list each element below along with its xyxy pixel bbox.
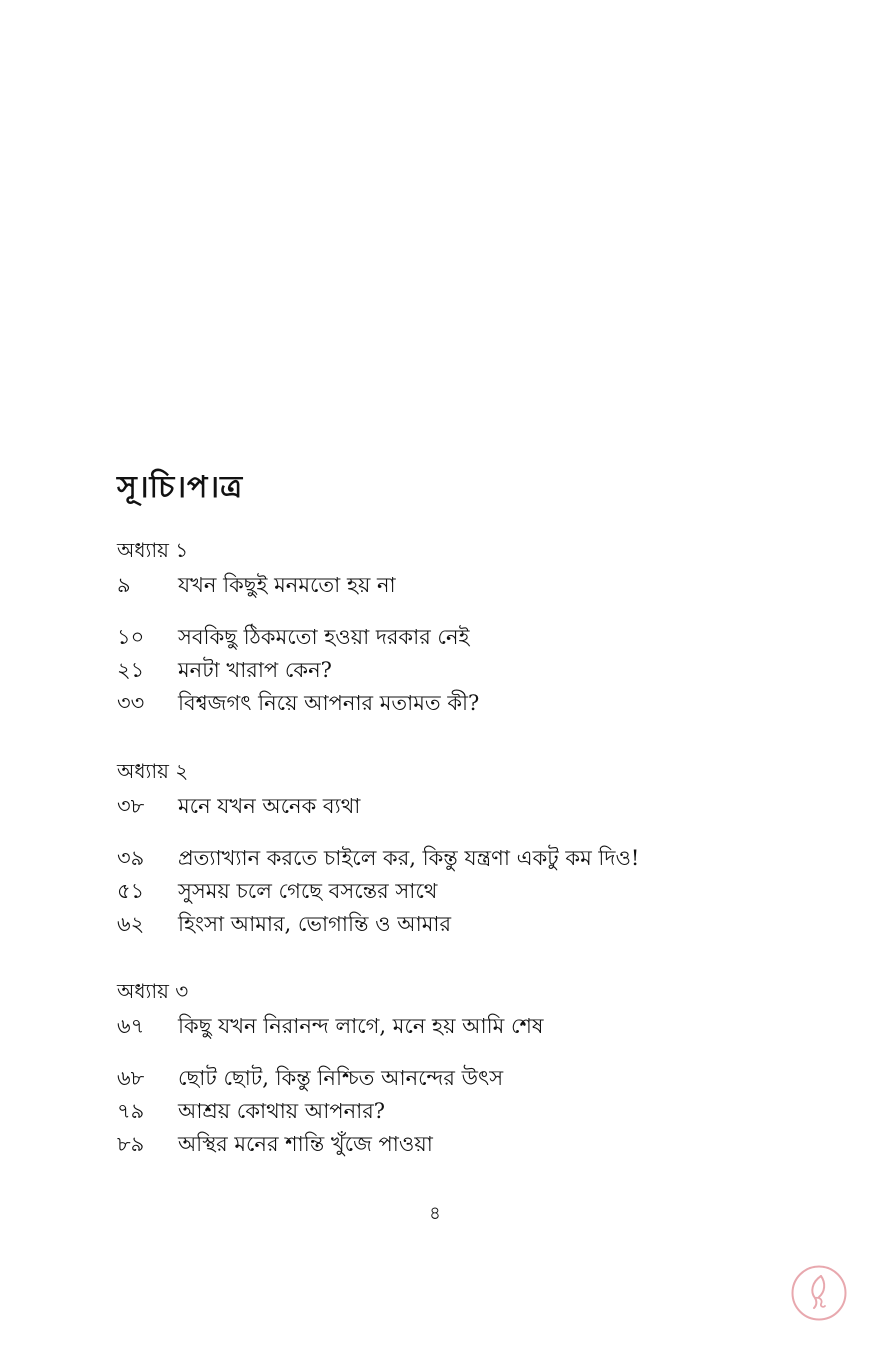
toc-entry bbox=[117, 654, 817, 687]
page-number: ৪ bbox=[429, 1203, 441, 1224]
toc-entry bbox=[117, 790, 817, 823]
entry-page-number: ৫১ bbox=[117, 879, 145, 903]
entry-title: বিশ্বজগৎ নিয়ে আপনার মতামত কী? bbox=[178, 691, 480, 715]
toc-entry bbox=[117, 875, 817, 908]
entry-title: সুসময় চলে গেছে বসন্তের সাথে bbox=[178, 879, 438, 903]
toc-entry bbox=[117, 1128, 817, 1161]
chapter-3 bbox=[117, 976, 817, 1161]
chapter-heading: অধ্যায় ১ bbox=[117, 538, 189, 562]
entry-page-number: ৯ bbox=[117, 573, 131, 597]
entry-page-number: ১০ bbox=[117, 625, 145, 649]
toc-entry bbox=[117, 569, 817, 602]
entry-page-number: ২১ bbox=[117, 658, 145, 682]
quill-logo-icon bbox=[790, 1264, 848, 1322]
toc-entry bbox=[117, 1095, 817, 1128]
entry-page-number: ৩৩ bbox=[117, 691, 145, 715]
entry-page-number: ৬৮ bbox=[117, 1066, 145, 1090]
toc-title: সূ।চি।প।ত্র bbox=[117, 470, 244, 505]
entry-page-number: ৩৯ bbox=[117, 846, 145, 870]
entry-page-number: ৮৯ bbox=[117, 1132, 145, 1156]
entry-page-number: ৩৮ bbox=[117, 794, 145, 818]
entry-title: প্রত্যাখ্যান করতে চাইলে কর, কিন্তু যন্ত্রণা একটু কম দিও! bbox=[178, 846, 640, 870]
toc-entry bbox=[117, 1010, 817, 1043]
toc-entry bbox=[117, 1062, 817, 1095]
entry-page-number: ৬২ bbox=[117, 912, 145, 936]
toc-entry bbox=[117, 842, 817, 875]
entry-page-number: ৭৯ bbox=[117, 1099, 145, 1123]
entry-title: ছোট ছোট, কিন্তু নিশ্চিত আনন্দের উৎস bbox=[178, 1066, 504, 1090]
toc-entry bbox=[117, 908, 817, 941]
chapter-1 bbox=[117, 535, 817, 720]
entry-title: সবকিছু ঠিকমতো হওয়া দরকার নেই bbox=[178, 625, 470, 649]
entry-title: আশ্রয় কোথায় আপনার? bbox=[178, 1099, 386, 1123]
entry-title: যখন কিছুই মনমতো হয় না bbox=[178, 573, 396, 597]
entry-title: অস্থির মনের শান্তি খুঁজে পাওয়া bbox=[178, 1132, 433, 1156]
chapter-heading: অধ্যায় ৩ bbox=[117, 979, 189, 1003]
chapter-heading: অধ্যায় ২ bbox=[117, 759, 189, 783]
chapter-2 bbox=[117, 756, 817, 941]
entry-title: হিংসা আমার, ভোগান্তি ও আমার bbox=[178, 912, 452, 936]
toc-entry bbox=[117, 621, 817, 654]
toc-entry bbox=[117, 687, 817, 720]
entry-title: কিছু যখন নিরানন্দ লাগে, মনে হয় আমি শেষ bbox=[178, 1014, 544, 1038]
entry-title: মনটা খারাপ কেন? bbox=[178, 658, 332, 682]
entry-page-number: ৬৭ bbox=[117, 1014, 145, 1038]
entry-title: মনে যখন অনেক ব্যথা bbox=[178, 794, 361, 818]
